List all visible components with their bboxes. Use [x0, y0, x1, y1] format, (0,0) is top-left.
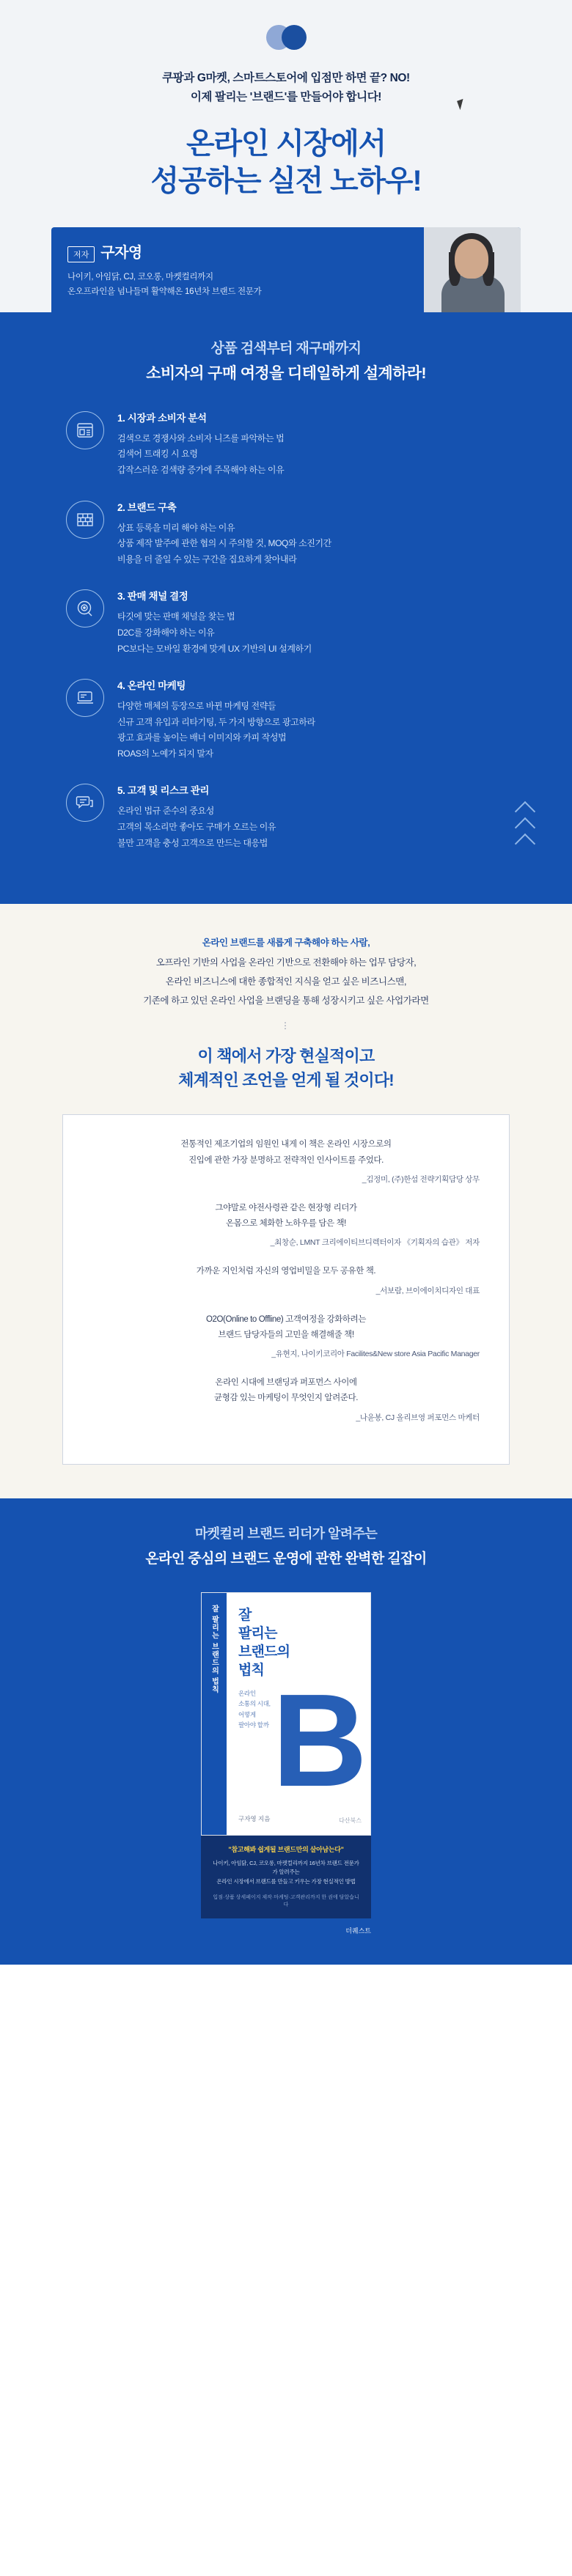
list-item-line: ROAS의 노예가 되지 말자 — [117, 748, 213, 759]
book-sub-line3: 어떻게 — [238, 1710, 256, 1718]
author-desc-line1: 나이키, 아임닭, CJ, 코오롱, 마켓컬리까지 — [67, 272, 213, 281]
list-item-line: 온라인 법규 준수의 중요성 — [117, 806, 214, 817]
band-quote: "참고해봐 쉽게될 브랜드만의 살아남는다" — [228, 1845, 344, 1853]
testimonial-heading-line2: 체계적인 조언을 얻게 될 것이다! — [178, 1071, 394, 1090]
brand-logo — [51, 21, 521, 69]
hero-title-line2: 성공하는 실전 노하우! — [150, 165, 422, 198]
testimonial-section — [0, 904, 572, 1498]
quote-line: 가까운 지인처럼 자신의 영업비밀을 모두 공유한 책. — [196, 1267, 376, 1276]
book-spine — [202, 1593, 227, 1835]
quote-line: 균형감 있는 마케팅이 무엇인지 알려준다. — [213, 1394, 359, 1403]
list-item — [66, 781, 506, 851]
book-cover-author: 구자영 지음 — [238, 1814, 271, 1822]
hero-section — [0, 0, 572, 312]
brick-wall-icon — [66, 501, 104, 539]
journey-heading-line1: 상품 검색부터 재구매까지 — [210, 340, 362, 356]
hero-title-line1: 온라인 시장에서 — [186, 128, 386, 161]
book-title-line2: 팔리는 — [238, 1625, 277, 1641]
author-photo-face — [455, 239, 488, 279]
audience-line: 온라인 브랜드를 새롭게 구축해야 하는 사람, — [202, 938, 370, 949]
quote-line: 그야말로 야전사령관 같은 현장형 리더가 — [215, 1203, 357, 1212]
quote-source: _서보람, 브이에이치디자인 대표 — [375, 1286, 480, 1295]
quote-line: O2O(Online to Offline) 고객여정을 강화하려는 — [205, 1314, 367, 1324]
laptop-ad-icon — [66, 679, 104, 717]
quote-line: 브랜드 담당자들의 고민을 해결해줄 책! — [218, 1330, 354, 1339]
author-name: 구자영 — [100, 244, 142, 261]
list-item — [66, 498, 506, 568]
audience-text — [0, 933, 572, 1010]
chat-feedback-icon — [66, 784, 104, 822]
list-item-title: 3. 판매 채널 결정 — [117, 591, 188, 603]
list-item-title: 4. 온라인 마케팅 — [117, 680, 186, 692]
band-text-line1: 나이키, 아임닭, CJ, 코오롱, 마켓컬리까지 16년차 브랜드 전문가가 알려주는 — [213, 1859, 359, 1876]
author-card — [51, 227, 521, 312]
book-heading-line2: 온라인 중심의 브랜드 운영에 관한 완벽한 길잡이 — [145, 1550, 427, 1567]
quote-line: 전통적인 제조기업의 임원인 내게 이 책은 온라인 시장으로의 — [180, 1140, 392, 1149]
book-sub-line4: 팔아야 할까 — [238, 1721, 269, 1729]
journey-section — [0, 312, 572, 905]
audience-line: 기존에 하고 있던 온라인 사업을 브랜딩을 통해 성장시키고 싶은 사업가라면 — [143, 996, 429, 1006]
book-front — [227, 1593, 370, 1835]
band-footer: 입점·상품 상세페이지 제작·마케팅·고객관리까지 한 권에 담았습니다 — [213, 1894, 359, 1907]
book-title-line1: 잘 — [238, 1607, 252, 1623]
list-item-line: 신규 고객 유입과 리타기팅, 두 가지 방향으로 광고하라 — [117, 716, 315, 727]
quote-line: 온라인 시대에 브랜딩과 퍼포먼스 사이에 — [215, 1378, 357, 1388]
testimonial-heading-line1: 이 책에서 가장 현실적이고 — [197, 1047, 375, 1066]
quote — [92, 1201, 480, 1248]
list-item-line: 갑작스러운 검색량 증가에 주목해야 하는 이유 — [117, 464, 285, 475]
audience-line: 오프라인 기반의 사업을 온라인 기반으로 전환해야 하는 업무 담당자, — [155, 957, 417, 968]
list-item-line: 상표 등록을 미리 해야 하는 이유 — [117, 522, 235, 533]
list-item-title: 2. 브랜드 구축 — [117, 501, 177, 513]
list-item-line: 다양한 매체의 등장으로 바뀐 마케팅 전략들 — [117, 701, 276, 712]
list-item — [66, 408, 506, 479]
target-person-icon — [66, 589, 104, 628]
hero-kicker — [51, 69, 521, 106]
journey-list — [66, 408, 506, 852]
list-item-line: D2C를 강화해야 하는 이유 — [117, 627, 215, 638]
quote-line: 온몸으로 체화한 노하우를 담은 책! — [226, 1219, 346, 1229]
quote-box — [62, 1114, 510, 1464]
book-sub-line2: 소통의 시대, — [238, 1700, 271, 1708]
hero-kicker-line2: 이제 팔리는 '브랜드'를 만들어야 합니다! — [190, 90, 382, 103]
quote-source: _최창순, LMNT 크리에이티브디렉터이자 《기획자의 습관》 저자 — [270, 1238, 480, 1248]
quote-source: _나윤봉, CJ 올리브영 퍼포먼스 마케터 — [356, 1413, 480, 1422]
list-item-line: 고객의 목소리만 좋아도 구매가 오르는 이유 — [117, 822, 276, 833]
ellipsis-divider: ⋮ — [281, 1020, 291, 1031]
book-section — [0, 1498, 572, 1965]
book-cover — [201, 1592, 371, 1836]
list-item-line: 상품 제작 발주에 관한 협의 시 주의할 것, MOQ와 소진기간 — [117, 538, 331, 549]
book-heading-line1: 마켓컬리 브랜드 리더가 알려주는 — [194, 1526, 378, 1541]
book-sub-line1: 온라인 — [238, 1689, 256, 1697]
author-label: 저자 — [67, 246, 95, 262]
book-title-line3: 브랜드의 — [238, 1644, 290, 1660]
band-text-line2: 온라인 시장에서 브랜드를 만들고 키우는 가장 현실적인 방법 — [216, 1878, 356, 1885]
quote-line: 진입에 관한 가장 분명하고 전략적인 인사이트를 주었다. — [188, 1155, 384, 1165]
book-band — [201, 1836, 371, 1918]
book-heading — [0, 1523, 572, 1567]
list-item-line: 타깃에 맞는 판매 채널을 찾는 법 — [117, 611, 235, 622]
list-item-line: 비용을 더 줄일 수 있는 구간을 집요하게 찾아내라 — [117, 553, 297, 564]
book-spine-title: 잘 팔리는 브랜드의 법칙 — [210, 1604, 219, 1693]
quote — [92, 1375, 480, 1423]
logo-circle-dark-icon — [282, 25, 307, 50]
list-item-title: 1. 시장과 소비자 분석 — [117, 412, 207, 424]
list-item — [66, 676, 506, 762]
author-desc-line2: 온오프라인을 넘나들며 활약해온 16년차 브랜드 전문가 — [67, 287, 262, 296]
book-cover-letter: B — [272, 1666, 367, 1814]
book-title-line4: 법칙 — [238, 1662, 265, 1678]
list-item-title: 5. 고객 및 리스크 관리 — [117, 785, 209, 797]
list-item — [66, 586, 506, 657]
journey-heading — [0, 337, 572, 383]
document-chart-icon — [66, 411, 104, 449]
journey-heading-line2: 소비자의 구매 여정을 디테일하게 설계하라! — [146, 364, 426, 382]
quote-source: _유현지, 나이키코리아 Facilites&New store Asia Pacific Manager — [271, 1350, 480, 1359]
hero-kicker-line1: 쿠팡과 G마켓, 스마트스토어에 입점만 하면 끝? NO! — [162, 72, 410, 84]
list-item-line: PC보다는 모바일 환경에 맞게 UX 기반의 UI 설계하기 — [117, 643, 312, 654]
list-item-line: 불만 고객을 충성 고객으로 만드는 대응법 — [117, 837, 268, 848]
author-photo — [424, 227, 521, 312]
audience-line: 온라인 비즈니스에 대한 종합적인 지식을 얻고 싶은 비즈니스맨, — [165, 976, 407, 987]
quote — [92, 1137, 480, 1185]
chevron-up-stack-icon — [518, 804, 532, 853]
list-item-line: 광고 효과를 높이는 배너 이미지와 카피 작성법 — [117, 732, 287, 743]
list-item-line: 검색으로 경쟁사와 소비자 니즈를 파악하는 법 — [117, 433, 285, 444]
quote — [92, 1312, 480, 1360]
quote-source: _김정미, (주)한섬 전략기획담당 상무 — [362, 1174, 480, 1184]
testimonial-heading — [0, 1044, 572, 1092]
quote — [92, 1264, 480, 1295]
list-item-line: 검색어 트래킹 시 요령 — [117, 449, 198, 460]
publisher-name: 더퀘스트 — [345, 1927, 371, 1935]
page-title — [51, 125, 521, 200]
book-cover-publisher: 다산북스 — [339, 1817, 362, 1824]
